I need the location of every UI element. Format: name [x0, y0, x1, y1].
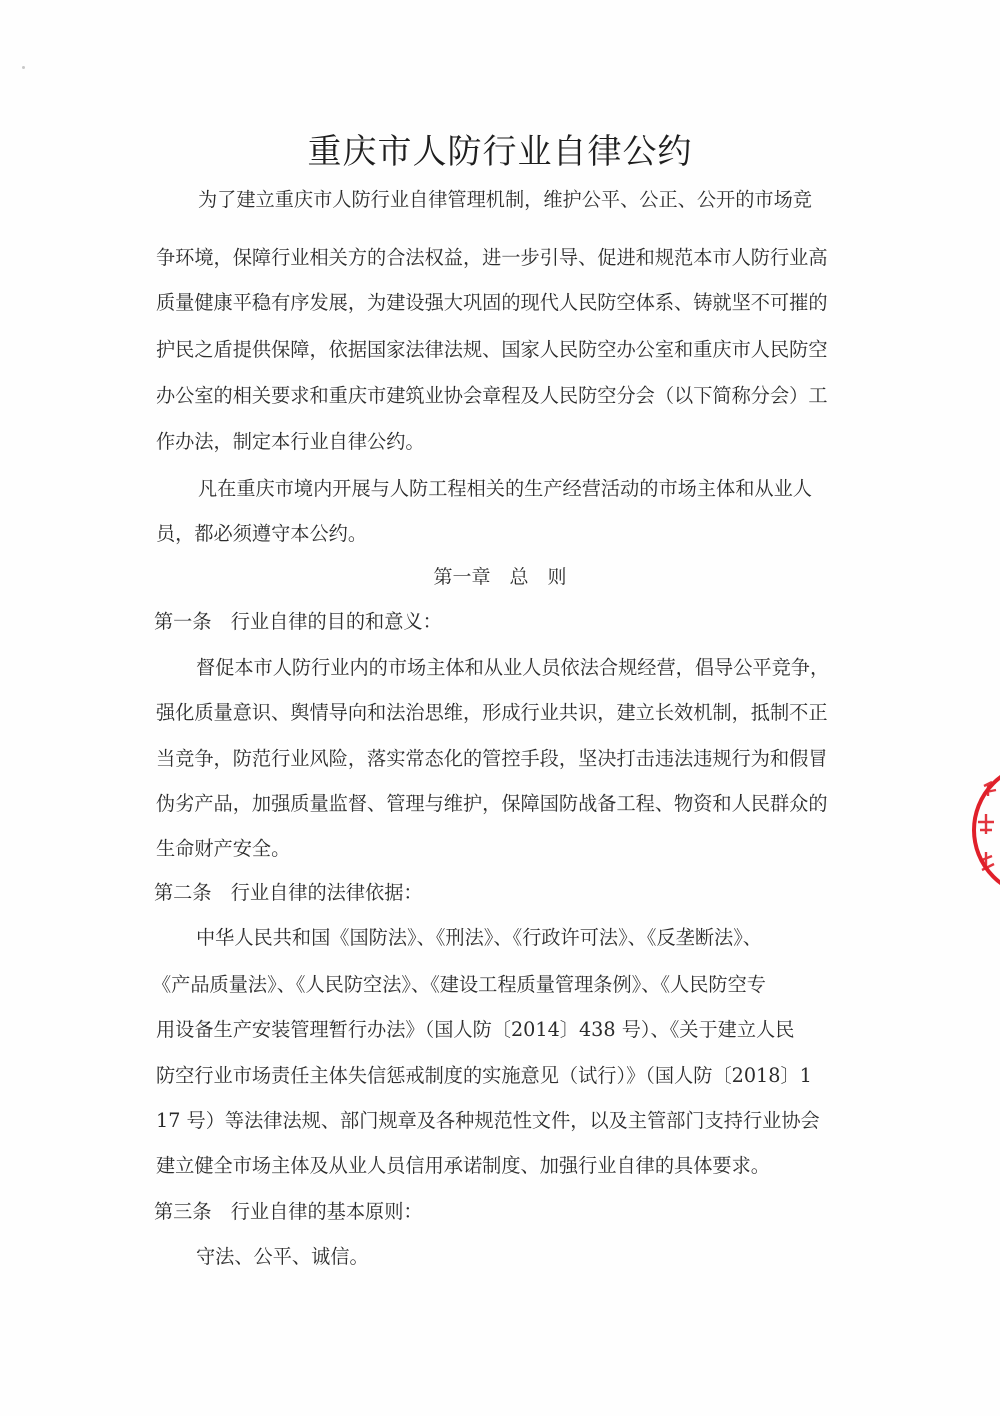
article-body-line: 中华人民共和国《国防法》、《刑法》、《行政许可法》、《反垄断法》、: [196, 926, 762, 949]
scope-line: 员，都必须遵守本公约。: [156, 522, 368, 545]
preamble-line: 质量健康平稳有序发展，为建设强大巩固的现代人民防空体系、铸就坚不可摧的: [156, 291, 828, 314]
article-heading: 第二条 行业自律的法律依据：: [154, 881, 423, 904]
article-body-line: 守法、公平、诚信。: [196, 1245, 369, 1268]
document-title: 重庆市人防行业自律公约: [307, 132, 693, 172]
article-body-line: 伪劣产品，加强质量监督、管理与维护，保障国防战备工程、物资和人民群众的: [156, 792, 828, 815]
article-heading: 第一条 行业自律的目的和意义：: [154, 610, 442, 633]
official-seal: [962, 760, 1000, 900]
article-body-line: 生命财产安全。: [156, 837, 291, 860]
article-body-line: 督促本市人防行业内的市场主体和从业人员依法合规经营，倡导公平竞争，: [196, 656, 830, 679]
article-body-line: 建立健全市场主体及从业人员信用承诺制度、加强行业自律的具体要求。: [156, 1154, 770, 1177]
seal-icon: [962, 760, 1000, 900]
article-body-line: 用设备生产安装管理暂行办法》（国人防〔2014〕438 号）、《关于建立人民: [156, 1018, 795, 1041]
preamble-line: 作办法，制定本行业自律公约。: [156, 430, 425, 453]
article-body-line: 当竞争，防范行业风险，落实常态化的管控手段，坚决打击违法违规行为和假冒: [156, 747, 828, 770]
preamble-line: 护民之盾提供保障，依据国家法律法规、国家人民防空办公室和重庆市人民防空: [156, 338, 828, 361]
preamble-line: 为了建立重庆市人防行业自律管理机制，维护公平、公正、公开的市场竞: [198, 188, 812, 211]
article-body-line: 强化质量意识、舆情导向和法治思维，形成行业共识，建立长效机制，抵制不正: [156, 701, 828, 724]
article-heading: 第三条 行业自律的基本原则：: [154, 1200, 423, 1223]
preamble-line: 争环境，保障行业相关方的合法权益，进一步引导、促进和规范本市人防行业高: [156, 246, 828, 269]
article-body-line: 防空行业市场责任主体失信惩戒制度的实施意见（试行）》（国人防〔2018〕1: [156, 1064, 812, 1087]
scope-line: 凡在重庆市境内开展与人防工程相关的生产经营活动的市场主体和从业人: [198, 477, 812, 500]
preamble-line: 办公室的相关要求和重庆市建筑业协会章程及人民防空分会（以下简称分会）工: [156, 384, 828, 407]
article-body-line: 17 号）等法律法规、部门规章及各种规范性文件，以及主管部门支持行业协会: [156, 1109, 820, 1132]
article-body-line: 《产品质量法》、《人民防空法》、《建设工程质量管理条例》、《人民防空专: [152, 973, 766, 996]
scan-speck: [22, 66, 25, 69]
chapter-heading: 第一章 总 则: [433, 566, 567, 588]
